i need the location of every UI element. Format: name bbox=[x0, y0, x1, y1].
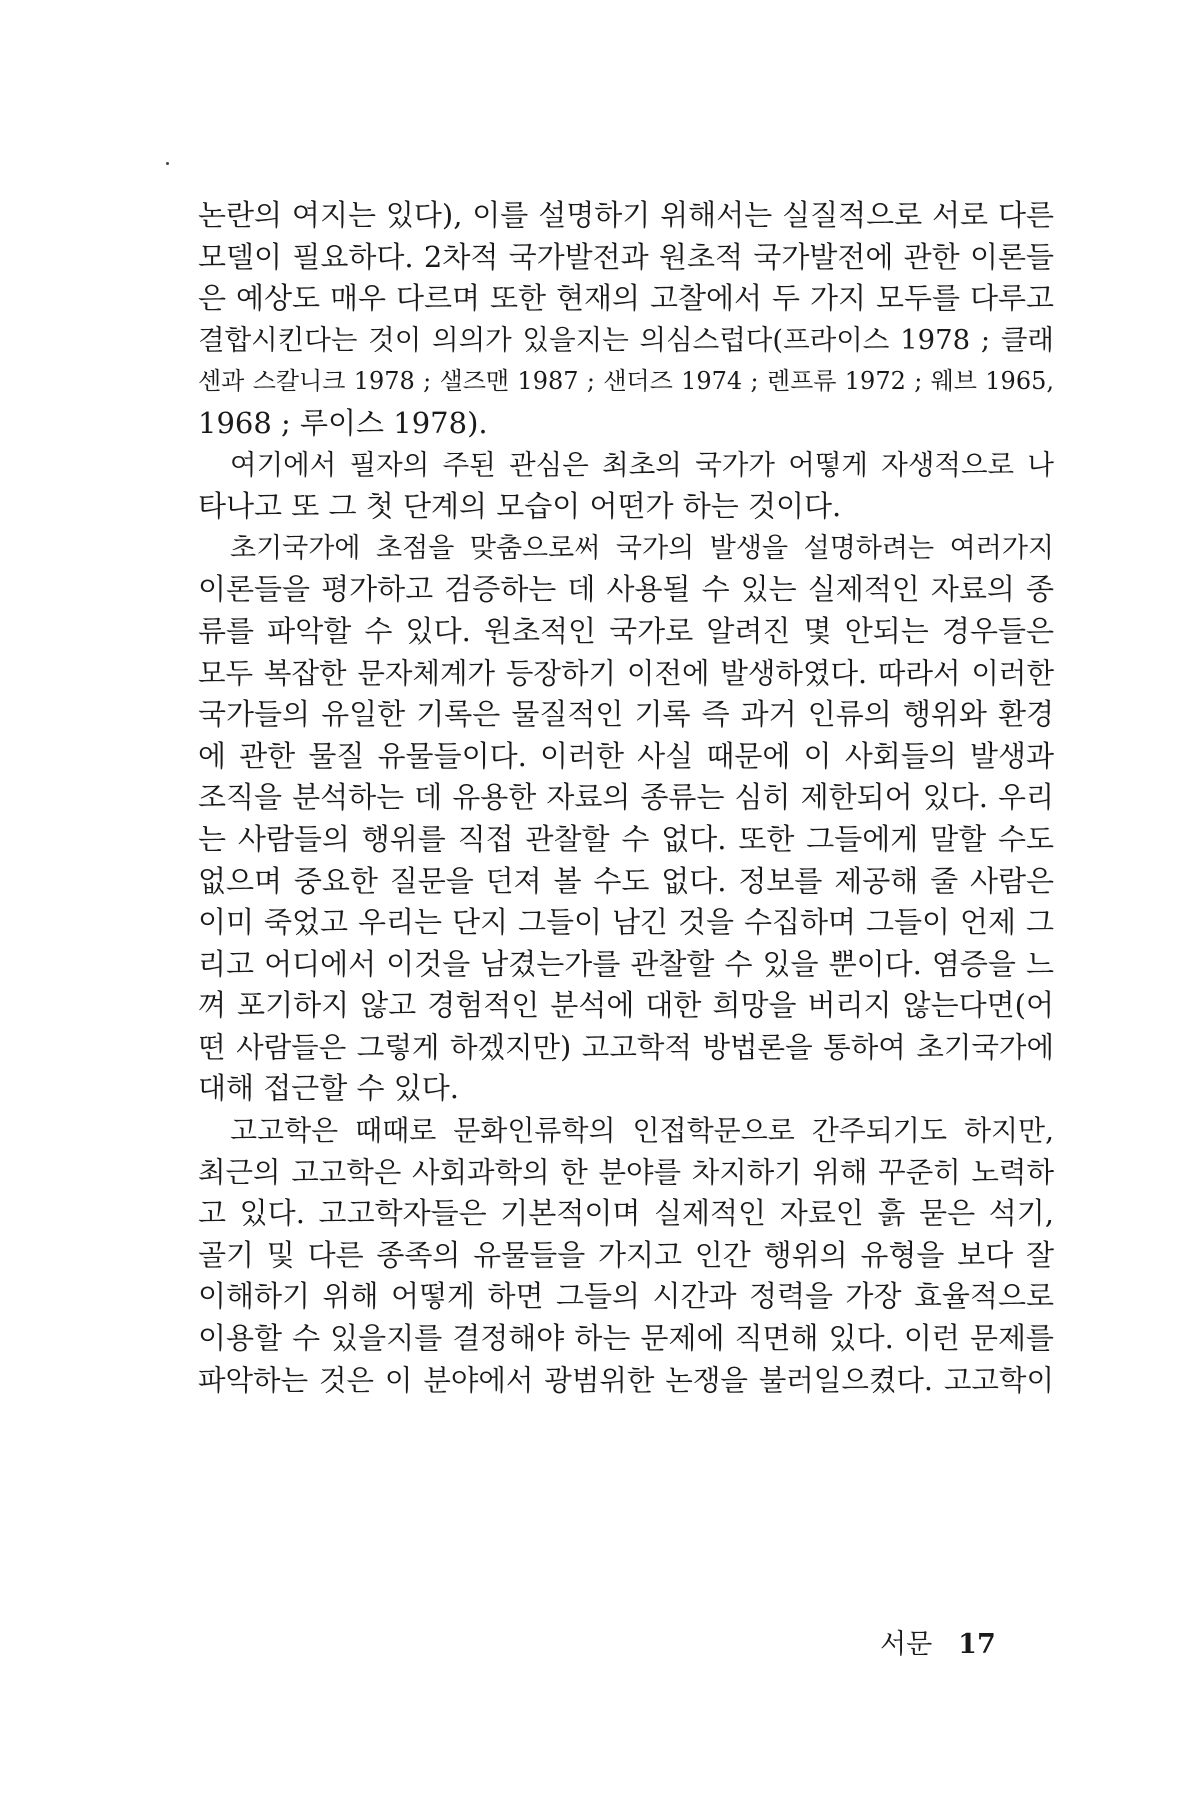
text-line: 껴 포기하지 않고 경험적인 분석에 대한 희망을 버리지 않는다면(어 bbox=[198, 988, 1054, 1023]
text-line: 은 예상도 매우 다르며 또한 현재의 고찰에서 두 가지 모두를 다루고 bbox=[198, 281, 1054, 316]
text-line: 고 있다. 고고학자들은 기본적이며 실제적인 자료인 흙 묻은 석기, bbox=[198, 1196, 1054, 1231]
paragraph-start-line: 고고학은 때때로 문화인류학의 인접학문으로 간주되기도 하지만, bbox=[230, 1114, 1054, 1148]
page-footer bbox=[880, 1622, 996, 1661]
text-line: 대해 접근할 수 있다. bbox=[198, 1071, 459, 1106]
text-line: 이해하기 위해 어떻게 하면 그들의 시간과 정력을 가장 효율적으로 bbox=[198, 1279, 1054, 1314]
text-line: 이론들을 평가하고 검증하는 데 사용될 수 있는 실제적인 자료의 종 bbox=[198, 572, 1054, 607]
text-line: 모두 복잡한 문자체계가 등장하기 이전에 발생하였다. 따라서 이러한 bbox=[198, 656, 1054, 690]
text-line: 에 관한 물질 유물들이다. 이러한 사실 때문에 이 사회들의 발생과 bbox=[198, 738, 1054, 773]
text-line: 타나고 또 그 첫 단계의 모습이 어떤가 하는 것이다. bbox=[198, 489, 842, 524]
text-line: 국가들의 유일한 기록은 물질적인 기록 즉 과거 인류의 행위와 환경 bbox=[198, 697, 1054, 732]
text-line: 최근의 고고학은 사회과학의 한 분야를 차지하기 위해 꾸준히 노력하 bbox=[198, 1155, 1054, 1189]
text-line: 논란의 여지는 있다), 이를 설명하기 위해서는 실질적으로 서로 다른 bbox=[198, 198, 1054, 232]
text-line: 이용할 수 있을지를 결정해야 하는 문제에 직면해 있다. 이런 문제를 bbox=[198, 1321, 1054, 1356]
running-footer-section: 서문 bbox=[880, 1629, 933, 1660]
text-line: 없으며 중요한 질문을 던져 볼 수도 없다. 정보를 제공해 줄 사람은 bbox=[198, 863, 1054, 898]
page-number: 17 bbox=[958, 1629, 996, 1660]
body-text bbox=[198, 195, 1054, 1401]
text-line: 파악하는 것은 이 분야에서 광범위한 논쟁을 불러일으켰다. 고고학이 bbox=[198, 1363, 1054, 1397]
text-line: 리고 어디에서 이것을 남겼는가를 관찰할 수 있을 뿐이다. 염증을 느 bbox=[198, 946, 1054, 981]
text-line: 센과 스칼니크 1978 ; 샐즈맨 1987 ; 샌더즈 1974 ; 렌프류 1972 ; 웨브 1965, bbox=[198, 367, 1054, 396]
paragraph-start-line: 여기에서 필자의 주된 관심은 최초의 국가가 어떻게 자생적으로 나 bbox=[230, 448, 1054, 481]
text-line: 결합시킨다는 것이 의의가 있을지는 의심스럽다(프라이스 1978 ; 클래 bbox=[198, 323, 1054, 356]
paragraph-start-line: 초기국가에 초점을 맞춤으로써 국가의 발생을 설명하려는 여러가지 bbox=[230, 532, 1054, 564]
text-line: 골기 및 다른 종족의 유물들을 가지고 인간 행위의 유형을 보다 잘 bbox=[198, 1237, 1054, 1272]
text-line: 모델이 필요하다. 2차적 국가발전과 원초적 국가발전에 관한 이론들 bbox=[198, 239, 1054, 274]
text-line: 는 사람들의 행위를 직접 관찰할 수 없다. 또한 그들에게 말할 수도 bbox=[198, 821, 1054, 856]
ink-dot bbox=[166, 162, 169, 165]
text-line: 1968 ; 루이스 1978). bbox=[198, 405, 488, 440]
text-line: 류를 파악할 수 있다. 원초적인 국가로 알려진 몇 안되는 경우들은 bbox=[198, 613, 1054, 648]
text-line: 떤 사람들은 그렇게 하겠지만) 고고학적 방법론을 통하여 초기국가에 bbox=[198, 1030, 1054, 1064]
text-line: 조직을 분석하는 데 유용한 자료의 종류는 심히 제한되어 있다. 우리 bbox=[198, 780, 1054, 815]
text-line: 이미 죽었고 우리는 단지 그들이 남긴 것을 수집하며 그들이 언제 그 bbox=[198, 905, 1054, 940]
